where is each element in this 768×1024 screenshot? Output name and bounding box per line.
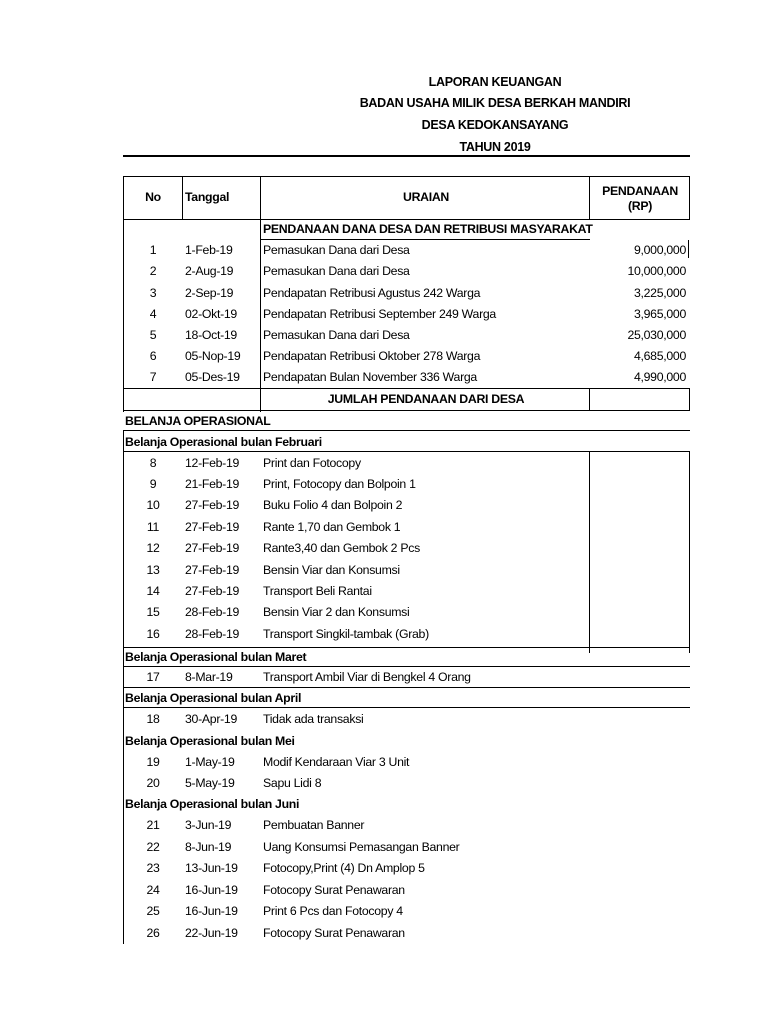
feb-section-title: Belanja Operasional bulan Februari (125, 435, 322, 449)
row-description: Transport Singkil-tambak (Grab) (263, 627, 429, 641)
header-pendanaan-line2: (RP) (627, 199, 653, 213)
row-date: 2-Aug-19 (185, 264, 234, 278)
row-no: 25 (146, 904, 160, 918)
apr-top-divider (123, 687, 690, 688)
row-description: Pemasukan Dana dari Desa (263, 243, 410, 257)
row-no: 22 (146, 840, 160, 854)
funding-title-underline (260, 239, 590, 240)
row-no: 26 (146, 926, 160, 940)
funding-total-label: JUMLAH PENDANAAN DARI DESA (327, 392, 525, 406)
row-date: 12-Feb-19 (185, 456, 240, 470)
funding-section-title: PENDANAAN DANA DESA DAN RETRIBUSI MASYARAKAT (263, 222, 593, 236)
row-description: Pembuatan Banner (263, 818, 365, 832)
row-no: 1 (149, 243, 157, 257)
row-date: 27-Feb-19 (185, 520, 240, 534)
feb-amount-left-border (589, 451, 590, 653)
row-date: 5-May-19 (185, 776, 235, 790)
row-no: 23 (146, 861, 160, 875)
row-amount: 3,225,000 (633, 286, 686, 300)
row-description: Rante 1,70 dan Gembok 1 (263, 520, 401, 534)
row-no: 18 (146, 712, 160, 726)
total-right-border (689, 388, 690, 410)
mar-top-divider (123, 647, 690, 648)
mar-section-title: Belanja Operasional bulan Maret (125, 650, 307, 664)
row-no: 9 (149, 477, 157, 491)
row-amount: 9,000,000 (633, 243, 686, 257)
total-top-border (123, 388, 690, 389)
row-description: Pemasukan Dana dari Desa (263, 328, 410, 342)
amount-tick (688, 240, 689, 258)
row-description: Print 6 Pcs dan Fotocopy 4 (263, 904, 403, 918)
row-date: 8-Jun-19 (185, 840, 232, 854)
header-top-border (123, 176, 690, 177)
row-date: 28-Feb-19 (185, 627, 240, 641)
row-date: 16-Jun-19 (185, 883, 238, 897)
report-title-line2: BADAN USAHA MILIK DESA BERKAH MANDIRI (359, 96, 631, 110)
row-description: Transport Beli Rantai (263, 584, 372, 598)
header-pendanaan (590, 184, 690, 214)
row-no: 12 (146, 541, 160, 555)
row-description: Pendapatan Bulan November 336 Warga (263, 370, 477, 384)
belanja-divider (123, 430, 690, 431)
row-description: Fotocopy Surat Penawaran (263, 926, 405, 940)
row-date: 16-Jun-19 (185, 904, 238, 918)
row-date: 3-Jun-19 (185, 818, 232, 832)
row-date: 02-Okt-19 (185, 307, 237, 321)
row-no: 6 (149, 349, 157, 363)
row-date: 22-Jun-19 (185, 926, 238, 940)
header-divider-no (182, 176, 183, 220)
row-description: Rante3,40 dan Gembok 2 Pcs (263, 541, 420, 555)
row-description: Transport Ambil Viar di Bengkel 4 Orang (263, 670, 471, 684)
row-description: Pendapatan Retribusi Oktober 278 Warga (263, 349, 481, 363)
row-no: 5 (149, 328, 157, 342)
row-no: 16 (146, 627, 160, 641)
header-tanggal: Tanggal (185, 190, 230, 204)
report-title-line1: LAPORAN KEUANGAN (428, 75, 562, 89)
row-date: 13-Jun-19 (185, 861, 238, 875)
row-description: Print dan Fotocopy (263, 456, 361, 470)
apr-section-title: Belanja Operasional bulan April (125, 691, 302, 705)
belanja-title: BELANJA OPERASIONAL (125, 414, 271, 428)
row-description: Pemasukan Dana dari Desa (263, 264, 410, 278)
row-description: Buku Folio 4 dan Bolpoin 2 (263, 498, 403, 512)
row-description: Fotocopy,Print (4) Dn Amplop 5 (263, 861, 425, 875)
row-no: 19 (146, 755, 160, 769)
row-no: 4 (149, 307, 157, 321)
row-no: 11 (146, 520, 160, 534)
row-date: 27-Feb-19 (185, 584, 240, 598)
row-no: 15 (146, 605, 160, 619)
row-no: 17 (146, 670, 160, 684)
row-description: Bensin Viar 2 dan Konsumsi (263, 605, 410, 619)
row-description: Pendapatan Retribusi September 249 Warga (263, 307, 496, 321)
title-divider (123, 155, 690, 157)
mar-divider (123, 666, 690, 667)
total-bottom-border (123, 410, 690, 411)
header-no: No (145, 190, 161, 204)
report-title-line4: TAHUN 2019 (459, 140, 531, 154)
apr-divider (123, 707, 690, 708)
row-date: 1-May-19 (185, 755, 235, 769)
row-description: Sapu Lidi 8 (263, 776, 322, 790)
row-no: 7 (149, 370, 157, 384)
jun-section-title: Belanja Operasional bulan Juni (125, 797, 300, 811)
row-amount: 25,030,000 (627, 328, 686, 342)
header-bottom-border (123, 219, 690, 220)
row-no: 13 (146, 563, 160, 577)
row-date: 8-Mar-19 (185, 670, 233, 684)
row-description: Uang Konsumsi Pemasangan Banner (263, 840, 460, 854)
row-date: 27-Feb-19 (185, 498, 240, 512)
row-date: 21-Feb-19 (185, 477, 240, 491)
row-date: 27-Feb-19 (185, 541, 240, 555)
row-no: 2 (149, 264, 157, 278)
feb-divider (123, 451, 690, 452)
row-no: 20 (146, 776, 160, 790)
row-date: 05-Nop-19 (185, 349, 241, 363)
header-uraian: URAIAN (402, 190, 450, 204)
header-pendanaan-line1: PENDANAAN (602, 184, 678, 198)
row-date: 27-Feb-19 (185, 563, 240, 577)
row-no: 14 (146, 584, 160, 598)
row-date: 30-Apr-19 (185, 712, 237, 726)
row-date: 18-Oct-19 (185, 328, 237, 342)
row-no: 8 (149, 456, 157, 470)
row-amount: 10,000,000 (627, 264, 686, 278)
feb-amount-right-border (689, 451, 690, 653)
row-date: 28-Feb-19 (185, 605, 240, 619)
row-no: 3 (149, 286, 157, 300)
row-amount: 3,965,000 (633, 307, 686, 321)
row-description: Fotocopy Surat Penawaran (263, 883, 405, 897)
row-amount: 4,685,000 (633, 349, 686, 363)
row-description: Modif Kendaraan Viar 3 Unit (263, 755, 410, 769)
row-description: Tidak ada transaksi (263, 712, 364, 726)
row-no: 10 (146, 498, 160, 512)
row-amount: 4,990,000 (633, 370, 686, 384)
row-description: Pendapatan Retribusi Agustus 242 Warga (263, 286, 481, 300)
row-date: 05-Des-19 (185, 370, 240, 384)
row-date: 2-Sep-19 (185, 286, 234, 300)
row-description: Bensin Viar dan Konsumsi (263, 563, 400, 577)
mei-section-title: Belanja Operasional bulan Mei (125, 734, 295, 748)
row-no: 24 (146, 883, 160, 897)
header-divider-tanggal (260, 176, 261, 412)
report-title-line3: DESA KEDOKANSAYANG (421, 118, 569, 132)
row-date: 1-Feb-19 (185, 243, 233, 257)
row-description: Print, Fotocopy dan Bolpoin 1 (263, 477, 416, 491)
table-left-border (123, 176, 124, 412)
row-no: 21 (146, 818, 160, 832)
